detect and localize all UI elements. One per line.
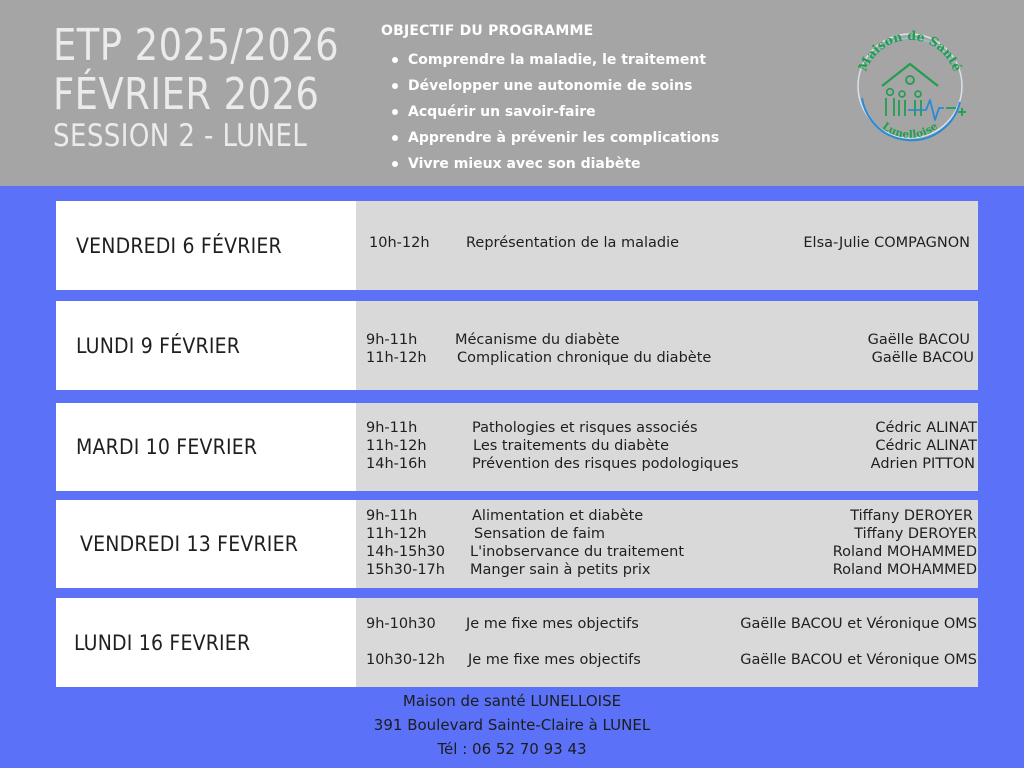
logo-graphic-icon [848,24,974,142]
session-line [366,561,977,579]
day-row-lundi-16 [56,598,978,687]
session-time: 11h-12h [366,526,427,542]
session-topic: Alimentation et diabète [472,508,644,524]
day-label-box [56,301,356,390]
session-time: 15h30-17h [366,562,445,578]
session-speaker: Gaëlle BACOU [867,332,970,348]
session-speaker: Gaëlle BACOU et Véronique OMS [740,652,977,668]
session-time: 10h-12h [369,235,430,251]
session-line [366,349,974,367]
session-line [366,543,977,561]
objectif-item: Apprendre à prévenir les complications [389,125,719,151]
title-line-program: ETP 2025/2026 [53,20,340,71]
objectif-item: Développer une autonomie de soins [389,73,719,99]
session-topic: Complication chronique du diabète [457,350,712,366]
day-label: VENDREDI 13 FEVRIER [80,532,299,556]
objectif-item: Vivre mieux avec son diabète [389,151,719,177]
session-line [366,437,977,455]
session-line [366,615,977,633]
session-time: 14h-15h30 [366,544,445,560]
session-topic: Sensation de faim [474,526,606,542]
objectif-list [389,47,719,177]
day-label: VENDREDI 6 FÉVRIER [76,233,282,258]
session-time: 9h-11h [366,420,418,436]
logo-bottom-text: Lunelloise [879,120,941,141]
title-line-session: SESSION 2 - LUNEL [53,118,308,154]
session-line [366,234,970,252]
day-row-mardi-10 [56,403,978,491]
svg-text:Lunelloise [880,120,940,141]
session-time: 9h-11h [366,332,418,348]
session-time: 9h-11h [366,508,418,524]
session-speaker: Tiffany DEROYER [854,526,977,542]
schedule-box [356,500,978,588]
schedule-box [356,598,978,687]
footer-name: Maison de santé LUNELLOISE [402,692,622,710]
day-label-box [56,500,356,588]
maison-de-sante-logo [848,24,974,142]
session-speaker: Roland MOHAMMED [832,544,977,560]
day-label: MARDI 10 FEVRIER [76,435,258,459]
objectif-item: Comprendre la maladie, le traitement [389,47,719,73]
session-time: 11h-12h [366,350,427,366]
session-line [366,419,977,437]
day-label-box [56,598,356,687]
session-speaker: Tiffany DEROYER [850,508,973,524]
session-topic: L'inobservance du traitement [470,544,685,560]
session-line [366,507,973,525]
session-line [366,331,970,349]
day-row-vendredi-6 [56,201,978,290]
session-line [366,651,977,669]
session-speaker: Elsa-Julie COMPAGNON [803,235,970,251]
session-topic: Prévention des risques podologiques [472,456,739,472]
session-topic: Manger sain à petits prix [470,562,651,578]
session-time: 14h-16h [366,456,427,472]
objectif-heading: OBJECTIF DU PROGRAMME [381,23,594,39]
day-label-box [56,201,356,290]
session-time: 11h-12h [366,438,427,454]
session-speaker: Cédric ALINAT [875,420,977,436]
session-topic: Mécanisme du diabète [455,332,620,348]
session-speaker: Adrien PITTON [870,456,975,472]
footer-phone: Tél : 06 52 70 93 43 [437,740,587,758]
session-topic: Je me fixe mes objectifs [468,652,641,668]
session-speaker: Cédric ALINAT [875,438,977,454]
schedule-box [356,403,978,491]
session-speaker: Roland MOHAMMED [832,562,977,578]
session-speaker: Gaëlle BACOU et Véronique OMS [740,616,977,632]
objectif-item: Acquérir un savoir-faire [389,99,719,125]
schedule-box [356,301,978,390]
day-row-vendredi-13 [56,500,978,588]
session-time: 10h30-12h [366,652,445,668]
session-time: 9h-10h30 [366,616,436,632]
title-line-month: FÉVRIER 2026 [53,69,320,120]
logo-arc-text: Maison de Santé [854,27,966,74]
footer-address: 391 Boulevard Sainte-Claire à LUNEL [373,716,651,734]
session-topic: Pathologies et risques associés [472,420,698,436]
day-label-box [56,403,356,491]
schedule-box [356,201,978,290]
svg-text:Maison de Santé [855,28,965,74]
day-label: LUNDI 9 FÉVRIER [76,333,241,358]
session-line [366,525,977,543]
header-band [0,0,1024,186]
session-topic: Les traitements du diabète [473,438,670,454]
session-speaker: Gaëlle BACOU [871,350,974,366]
day-label: LUNDI 16 FEVRIER [74,630,251,655]
day-row-lundi-9 [56,301,978,390]
session-topic: Je me fixe mes objectifs [466,616,639,632]
session-topic: Représentation de la maladie [466,235,680,251]
session-line [366,455,975,473]
